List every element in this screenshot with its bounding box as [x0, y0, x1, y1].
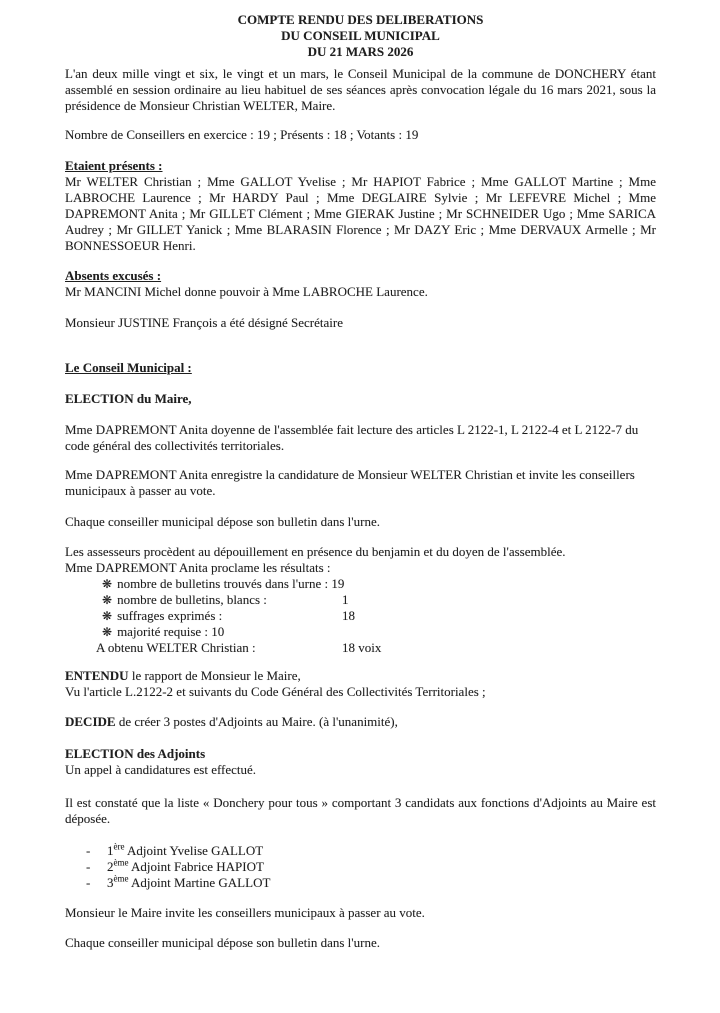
adjoint-rank: 1	[107, 843, 114, 858]
result-row	[65, 576, 656, 592]
absent-line: Mr MANCINI Michel donne pouvoir à Mme LABROCHE Laurence.	[65, 284, 428, 299]
present-heading: Etaient présents :	[65, 158, 163, 173]
dash-bullet-icon: -	[86, 859, 91, 874]
election-adjoints-heading: ELECTION des Adjoints	[65, 746, 206, 761]
counting-block	[65, 544, 656, 576]
obtained-value: 18 voix	[342, 640, 382, 655]
entendu-line	[65, 668, 656, 684]
adjoint-rank-suffix: ère	[113, 841, 125, 852]
adjoint-rank: 3	[107, 875, 114, 890]
document-title	[65, 12, 656, 60]
adjoint-rank-suffix: ème	[113, 873, 129, 884]
result-value: 1	[342, 592, 349, 607]
flower-bullet-icon: ❋	[102, 625, 113, 639]
results-list	[65, 576, 656, 656]
present-list: Mr WELTER Christian ; Mme GALLOT Yvelise ; Mr HAPIOT Fabrice ; Mme GALLOT Martine ; Mme LABROCHE Laurence ; Mr HARDY Paul ; Mme DEGLAIRE Sylvie ; Mr LEFEVRE Michel ; Mme DAPREMONT Anita ; Mr GILLET Clément ; Mme GIERAK Justine ; Mr SCHNEIDER Ugo ; Mme SARICA Audrey ; Mr GILLET Yanick ; Mme BLARASIN Florence ; Mr DAZY Eric ; Mme DERVAUX Armelle ; Mr BONNESSOEUR Henri.	[65, 174, 656, 253]
title-line-2: DU CONSEIL MUNICIPAL	[281, 28, 440, 43]
result-label: nombre de bulletins, blancs :	[117, 592, 267, 607]
election-maire-heading: ELECTION du Maire,	[65, 391, 192, 406]
decide-text: de créer 3 postes d'Adjoints au Maire. (à l'unanimité),	[115, 714, 398, 729]
vote-invite-line: Monsieur le Maire invite les conseillers municipaux à passer au vote.	[65, 905, 425, 920]
dash-bullet-icon: -	[86, 843, 91, 858]
adjoint-item	[65, 859, 656, 875]
appel-line: Un appel à candidatures est effectué.	[65, 762, 257, 777]
entendu-text: le rapport de Monsieur le Maire,	[128, 668, 301, 683]
ballot-paragraph: Chaque conseiller municipal dépose son bulletin dans l'urne.	[65, 514, 380, 529]
obtained-label: A obtenu WELTER Christian :	[96, 640, 256, 655]
flower-bullet-icon: ❋	[102, 609, 113, 623]
entendu-keyword: ENTENDU	[65, 668, 129, 683]
title-line-3: DU 21 MARS 2026	[307, 44, 414, 59]
absent-heading: Absents excusés :	[65, 268, 162, 283]
liste-paragraph: Il est constaté que la liste « Donchery pour tous » comportant 3 candidats aux fonctions d'Adjoints au Maire est déposée.	[65, 795, 656, 826]
candidature-paragraph: Mme DAPREMONT Anita enregistre la candidature de Monsieur WELTER Christian et invite les conseillers municipaux à passer au vote.	[65, 467, 635, 498]
entendu-block	[65, 668, 656, 700]
vote-urne-line: Chaque conseiller municipal dépose son bulletin dans l'urne.	[65, 935, 380, 950]
adjoint-name: Adjoint Fabrice HAPIOT	[128, 859, 264, 874]
adjoint-item	[65, 843, 656, 859]
adjoint-item	[65, 875, 656, 891]
adjoint-rank: 2	[107, 859, 114, 874]
election-adjoints-block	[65, 746, 656, 778]
vu-line: Vu l'article L.2122-2 et suivants du Code Général des Collectivités Territoriales ;	[65, 684, 486, 699]
decide-line	[65, 714, 656, 730]
articles-paragraph: Mme DAPREMONT Anita doyenne de l'assemblée fait lecture des articles L 2122-1, L 2122-4 et L 2122-7 du code général des collectivités territoriales.	[65, 422, 639, 453]
adjoint-name: Adjoint Martine GALLOT	[128, 875, 271, 890]
result-row	[65, 608, 656, 624]
result-row	[65, 624, 656, 640]
result-row	[65, 592, 656, 608]
result-label: majorité requise : 10	[117, 624, 225, 639]
result-value: 18	[342, 608, 355, 623]
title-line-1: COMPTE RENDU DES DELIBERATIONS	[237, 12, 484, 27]
adjoints-list	[65, 843, 656, 891]
adjoint-name: Adjoint Yvelise GALLOT	[124, 843, 264, 858]
secretary-line: Monsieur JUSTINE François a été désigné Secrétaire	[65, 315, 343, 330]
intro-paragraph: L'an deux mille vingt et six, le vingt et un mars, le Conseil Municipal de la commune de DONCHERY étant assemblé en session ordinaire au lieu habituel de ses séances après convocation légale du 16 mars 2021, sous la présidence de Monsieur Christian WELTER, Maire.	[65, 66, 656, 113]
obtained-row	[65, 640, 656, 656]
assessors-line: Les assesseurs procèdent au dépouillement en présence du benjamin et du doyen de l'assemblée.	[65, 544, 566, 559]
decide-keyword: DECIDE	[65, 714, 116, 729]
adjoint-rank-suffix: ème	[113, 857, 129, 868]
result-label: suffrages exprimés :	[117, 608, 223, 623]
result-label: nombre de bulletins trouvés dans l'urne : 19	[117, 576, 345, 591]
flower-bullet-icon: ❋	[102, 593, 113, 607]
counts-line: Nombre de Conseillers en exercice : 19 ; Présents : 18 ; Votants : 19	[65, 127, 419, 142]
flower-bullet-icon: ❋	[102, 577, 113, 591]
dash-bullet-icon: -	[86, 875, 91, 890]
results-intro-line: Mme DAPREMONT Anita proclame les résultats :	[65, 560, 331, 575]
council-heading: Le Conseil Municipal :	[65, 360, 192, 375]
